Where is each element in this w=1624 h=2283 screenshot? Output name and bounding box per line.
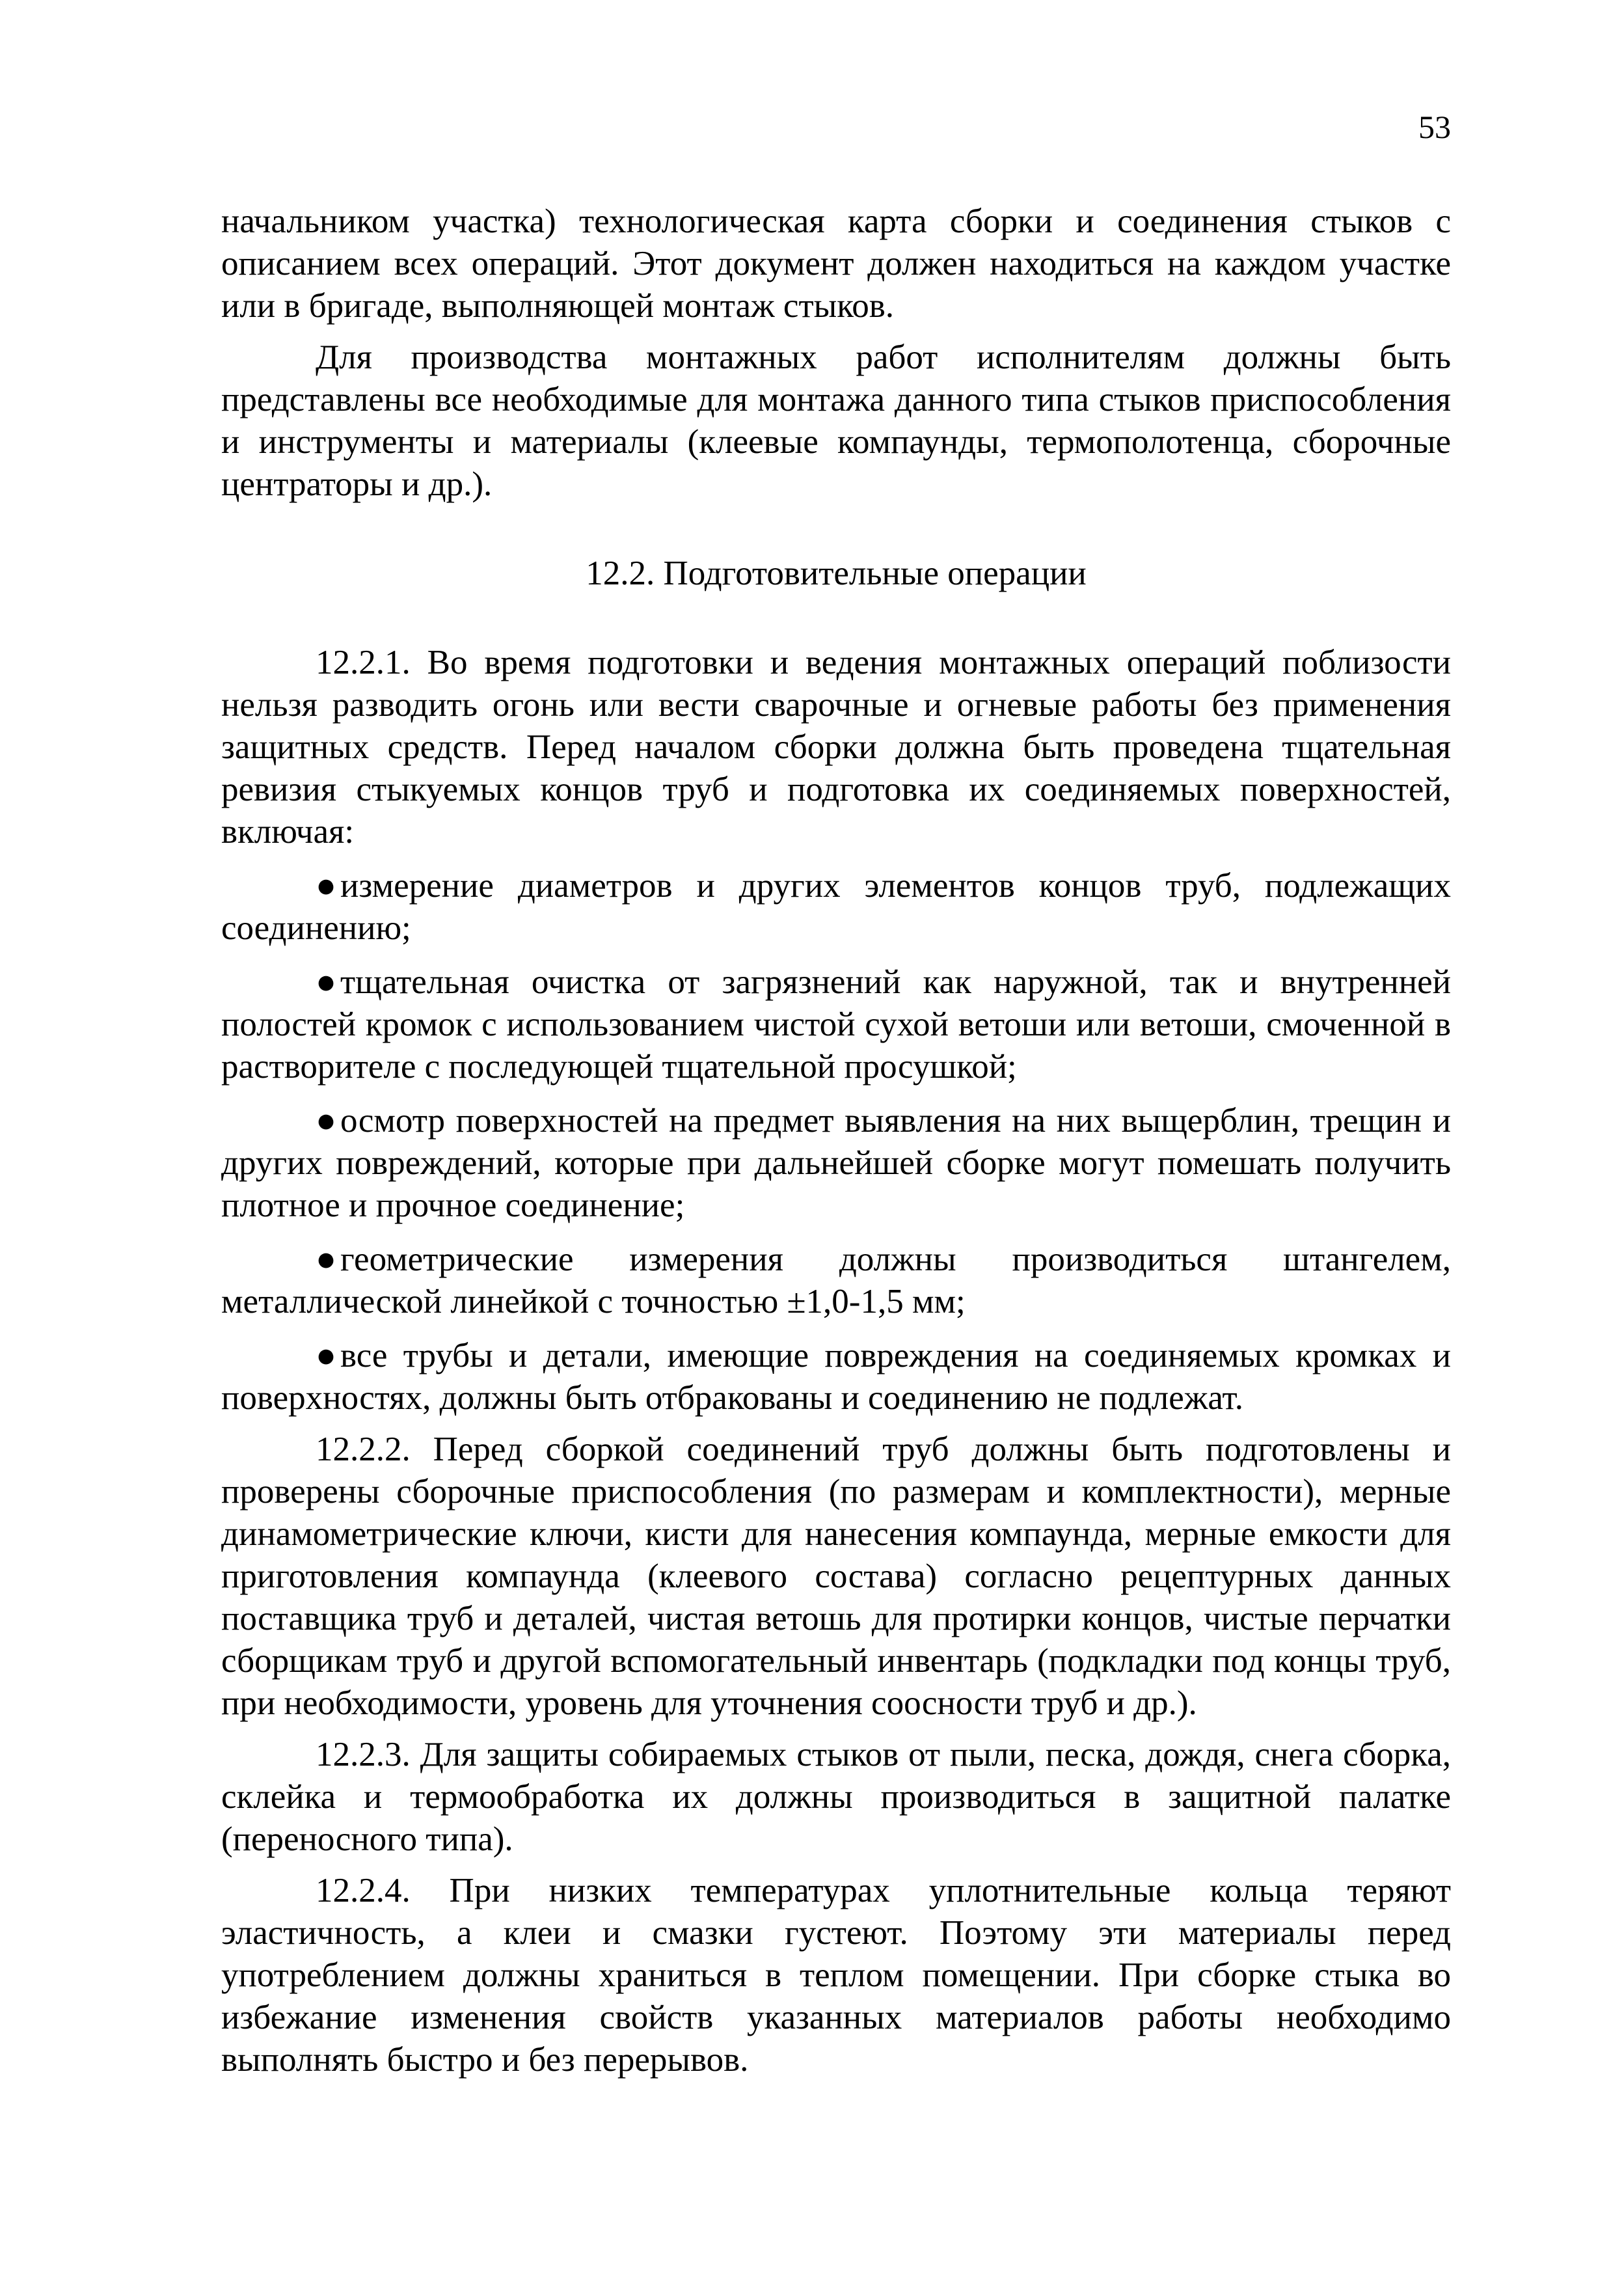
bullet-dot-icon: ●	[316, 867, 337, 905]
paragraph-12-2-2: 12.2.2. Перед сборкой соединений труб должны быть подготовлены и проверены сборочные приспособления (по размерам и комплектности), мерные динамометрические ключи, кисти для нанесения компаунда, мерные емкости для приготовления компаунда (клеевого состава) согласно рецептурных данных поставщика труб и деталей, чистая ветошь для протирки концов, чистые перчатки сборщикам труб и другой вспомогательный инвентарь (подкладки под концы труб, при необходимости, уровень для уточнения соосности труб и др.).	[221, 1430, 1451, 1722]
paragraph-tools-materials: Для производства монтажных работ исполнителям должны быть представлены все необходимые для монтажа данного типа стыков приспособления и инструменты и материалы (клеевые компаунды, термополотенца, сборочные центраторы и др.).	[221, 338, 1451, 503]
paragraph-12-2-4: 12.2.4. При низких температурах уплотнительные кольца теряют эластичность, а клеи и смазки густеют. Поэтому эти материалы перед употреблением должны храниться в теплом помещении. При сборке стыка во избежание изменения свойств указанных материалов работы необходимо выполнять быстро и без перерывов.	[221, 1872, 1451, 2079]
bullet-text: геометрические измерения должны производиться штангелем, металлической линейкой с точностью ±1,0-1,5 мм;	[221, 1240, 1451, 1320]
bullet-text: все трубы и детали, имеющие повреждения на соединяемых кромках и поверхностях, должны быть отбракованы и соединению не подлежат.	[221, 1337, 1451, 1417]
bullet-text: измерение диаметров и других элементов концов труб, подлежащих соединению;	[221, 867, 1451, 947]
bullet-item	[221, 961, 1451, 1088]
paragraph-12-2-1: 12.2.1. Во время подготовки и ведения монтажных операций поблизости нельзя разводить огонь или вести сварочные и огневые работы без применения защитных средств. Перед началом сборки должна быть проведена тщательная ревизия стыкуемых концов труб и подготовка их соединяемых поверхностей, включая:	[221, 644, 1451, 851]
bullet-item	[221, 1335, 1451, 1419]
bullet-text: осмотр поверхностей на предмет выявления на них выщерблин, трещин и других повреждений, которые при дальнейшей сборке могут помешать получить плотное и прочное соединение;	[221, 1102, 1451, 1224]
bullet-dot-icon: ●	[316, 963, 337, 1001]
page-number: 53	[1418, 109, 1451, 145]
section-heading: 12.2. Подготовительные операции	[586, 554, 1087, 592]
bullet-text: тщательная очистка от загрязнений как наружной, так и внутренней полостей кромок с использованием чистой сухой ветоши или ветоши, смоченной в растворителе с последующей тщательной просушкой;	[221, 963, 1451, 1086]
bullet-dot-icon: ●	[316, 1240, 337, 1278]
bullet-item	[221, 1100, 1451, 1227]
bullet-dot-icon: ●	[316, 1337, 337, 1374]
paragraph-12-2-3: 12.2.3. Для защиты собираемых стыков от пыли, песка, дождя, снега сборка, склейка и термообработка их должны производиться в защитной палатке (переносного типа).	[221, 1736, 1451, 1858]
document-page	[221, 0, 1451, 2283]
paragraph-continuation: начальником участка) технологическая карта сборки и соединения стыков с описанием всех операций. Этот документ должен находиться на каждом участке или в бригаде, выполняющей монтаж стыков.	[221, 202, 1451, 325]
bullet-dot-icon: ●	[316, 1102, 337, 1140]
bullet-item	[221, 1238, 1451, 1323]
document-body	[221, 200, 1451, 2081]
bullet-item	[221, 865, 1451, 950]
